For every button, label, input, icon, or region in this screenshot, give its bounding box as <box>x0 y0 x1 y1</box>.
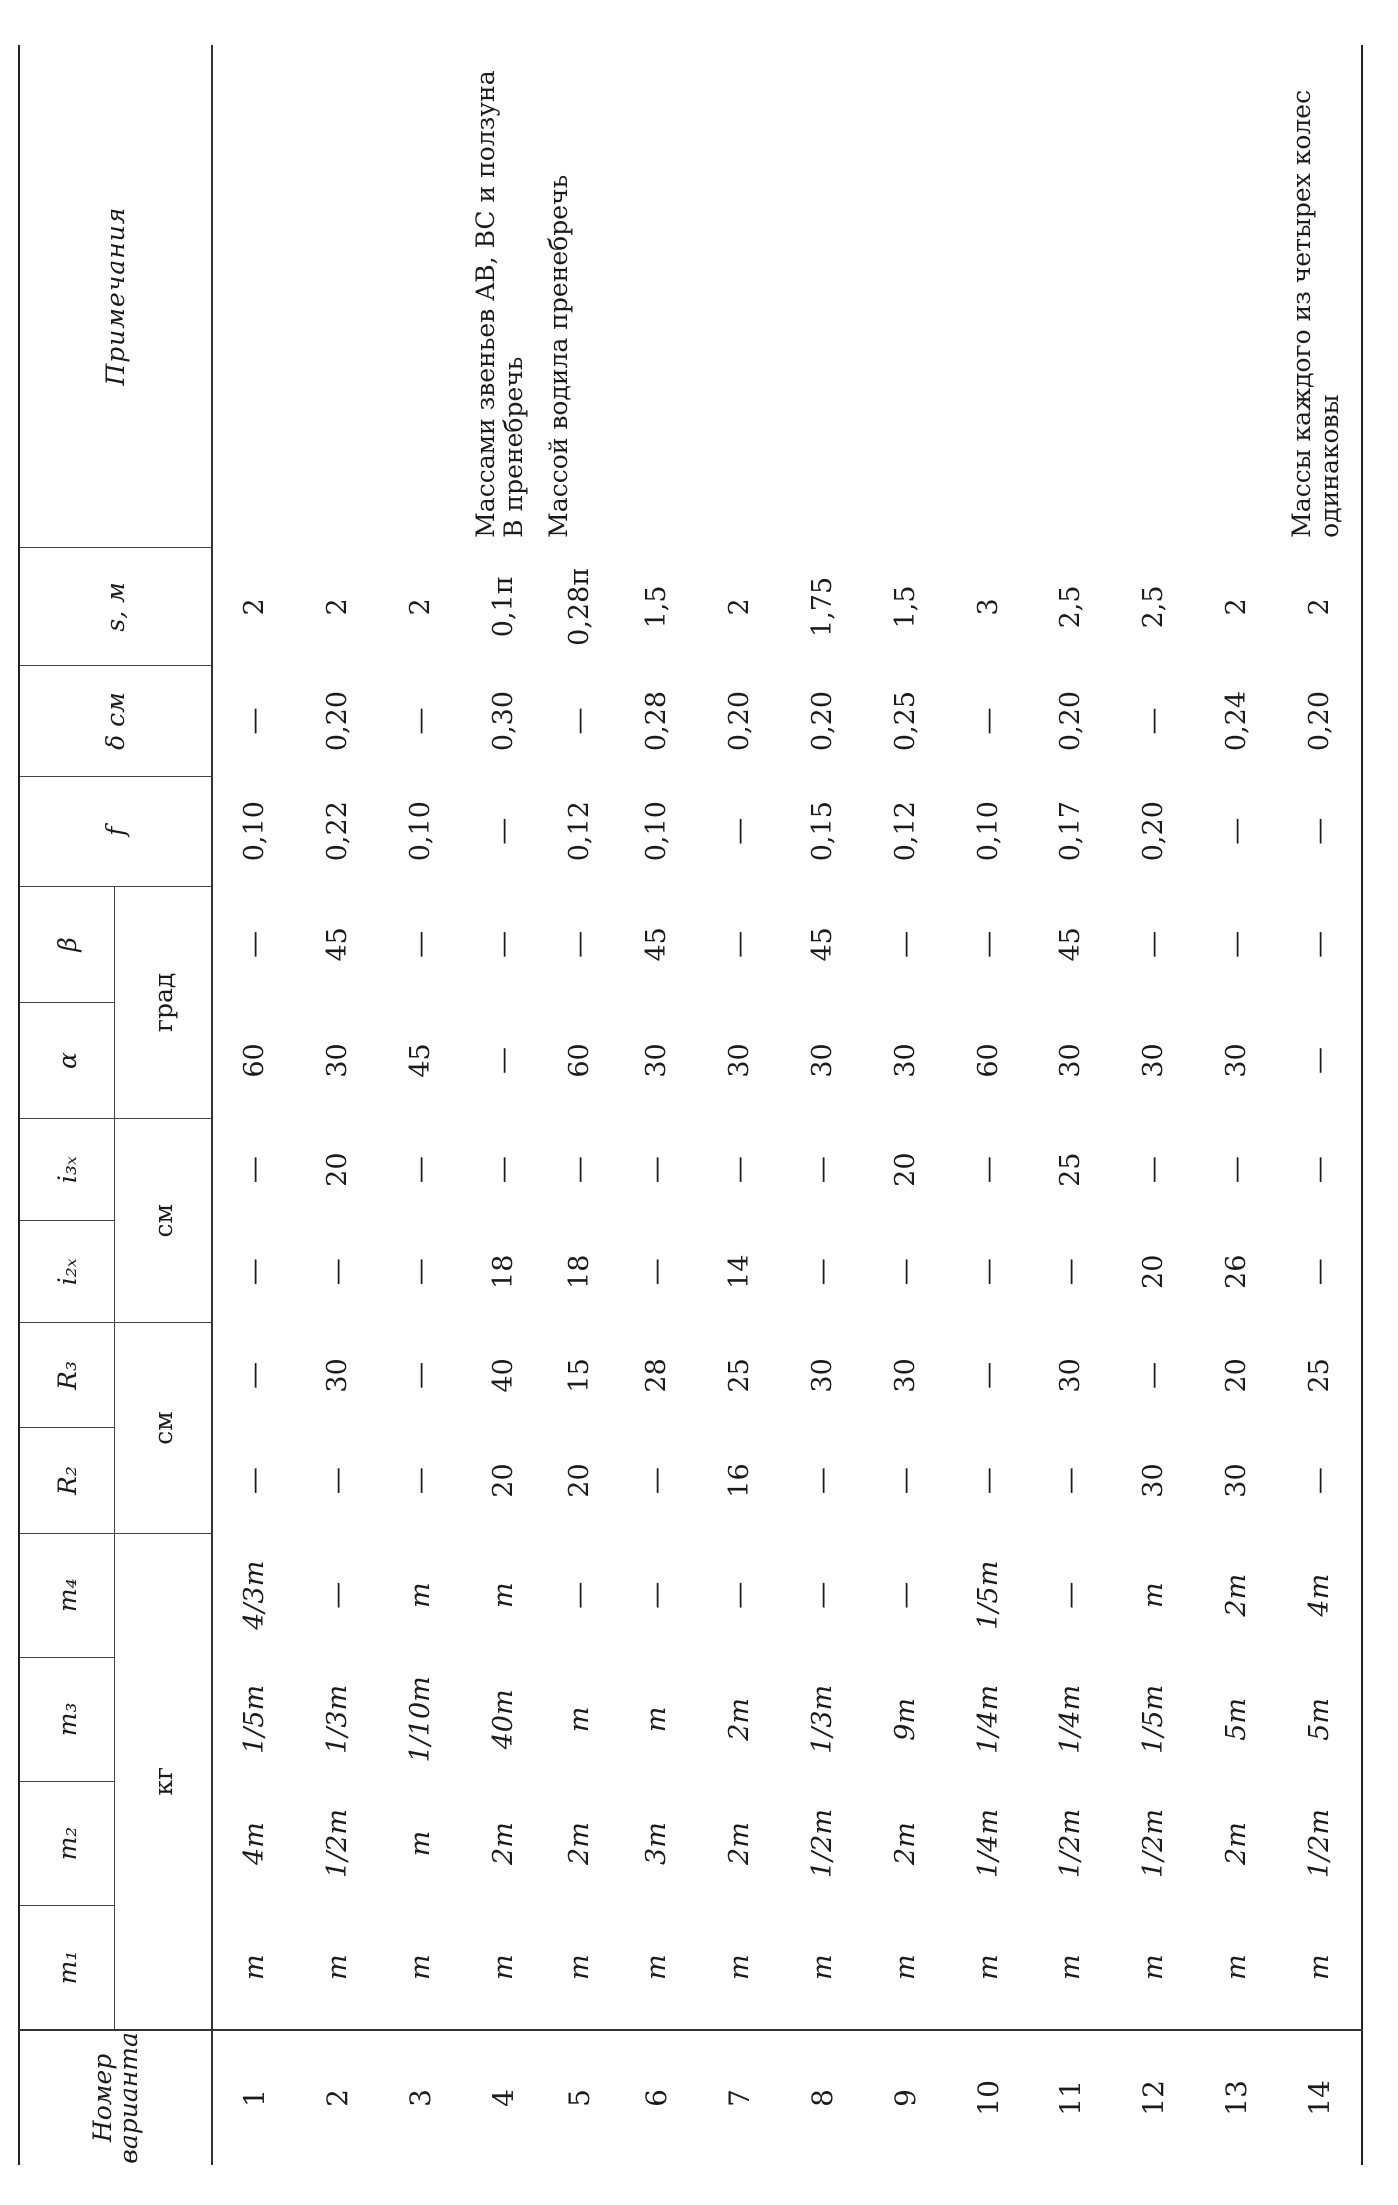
variants-table <box>18 45 1363 2165</box>
cell-i2x: — <box>239 1258 270 1286</box>
cell-note <box>698 45 781 548</box>
cell-i3x: — <box>1303 1156 1335 1184</box>
table-row <box>1029 45 1112 2165</box>
cell-r2: — <box>1055 1467 1087 1495</box>
cell-f: — <box>487 817 519 845</box>
cell-r2: — <box>239 1467 270 1495</box>
cell-note <box>296 45 379 548</box>
cell-s: 1,75 <box>806 576 838 637</box>
cell-s: 2 <box>404 598 436 616</box>
cell-beta: — <box>564 930 596 958</box>
cell-r3: 30 <box>806 1358 838 1393</box>
header-f: f <box>19 776 212 886</box>
cell-i3x: 20 <box>889 1152 921 1187</box>
variant-number: 10 <box>947 2030 1030 2165</box>
cell-delta: 0,20 <box>1055 690 1087 752</box>
header-s: s, м <box>19 548 212 666</box>
cell-beta: — <box>1303 930 1335 958</box>
cell-alpha: 30 <box>321 1043 353 1078</box>
cell-m1: m <box>889 1954 921 1981</box>
cell-f: 0,10 <box>972 801 1004 862</box>
cell-m1: m <box>1303 1954 1335 1981</box>
table-row <box>698 45 781 2165</box>
cell-alpha: 60 <box>972 1043 1004 1078</box>
cell-r3: — <box>404 1361 436 1389</box>
cell-m4: — <box>889 1581 921 1609</box>
cell-f: 0,20 <box>1138 801 1170 862</box>
table-row <box>212 45 296 2165</box>
cell-alpha: 45 <box>404 1043 436 1078</box>
unit-grad: град <box>115 886 213 1118</box>
table-row <box>781 45 864 2165</box>
cell-alpha: 30 <box>724 1043 756 1078</box>
cell-m1: m <box>1055 1954 1087 1981</box>
cell-delta: 0,30 <box>487 690 519 752</box>
cell-m4: 4/3m <box>239 1560 270 1630</box>
cell-m2: 2m <box>1221 1822 1253 1865</box>
cell-alpha: 30 <box>889 1043 921 1078</box>
cell-delta: 0,20 <box>321 690 353 752</box>
cell-beta: 45 <box>806 927 838 962</box>
cell-m3: m <box>641 1706 673 1733</box>
cell-r2: 20 <box>487 1463 519 1498</box>
cell-f: — <box>1221 817 1253 845</box>
variant-number: 14 <box>1278 2030 1362 2165</box>
header-r2: R₂ <box>19 1428 115 1533</box>
table-row <box>1195 45 1278 2165</box>
cell-f: 0,10 <box>641 801 673 862</box>
header-variant: Номер варианта <box>19 2030 212 2165</box>
cell-s: 0,1π <box>487 576 519 638</box>
cell-beta: — <box>404 930 436 958</box>
cell-i3x: — <box>487 1156 519 1184</box>
cell-s: 2 <box>724 598 756 616</box>
cell-delta: — <box>239 707 270 735</box>
cell-r2: — <box>641 1467 673 1495</box>
cell-r3: — <box>972 1361 1004 1389</box>
cell-f: 0,15 <box>806 801 838 862</box>
cell-m2: 4m <box>239 1822 270 1865</box>
cell-note <box>781 45 864 548</box>
cell-f: 0,12 <box>889 801 921 862</box>
cell-m2: 2m <box>487 1822 519 1865</box>
cell-m2: 1/2m <box>1303 1809 1335 1879</box>
cell-i2x: 18 <box>564 1254 596 1289</box>
cell-i2x: — <box>404 1258 436 1286</box>
cell-delta: 0,20 <box>806 690 838 752</box>
cell-m3: 1/5m <box>239 1684 270 1754</box>
cell-i2x: — <box>806 1258 838 1286</box>
header-r3: R₃ <box>19 1323 115 1428</box>
header-i3x: i₃ₓ <box>19 1119 115 1221</box>
cell-note <box>615 45 698 548</box>
cell-m1: m <box>806 1954 838 1981</box>
table-row <box>462 45 545 2165</box>
cell-note <box>864 45 947 548</box>
cell-m1: m <box>404 1954 436 1981</box>
cell-r2: — <box>889 1467 921 1495</box>
cell-s: 1,5 <box>641 585 673 629</box>
table-row <box>1112 45 1195 2165</box>
cell-m2: 1/2m <box>806 1809 838 1879</box>
cell-note: Массы каждого из четырех колес одинаковы <box>1286 89 1344 538</box>
cell-f: 0,12 <box>564 801 596 862</box>
cell-beta: — <box>1221 930 1253 958</box>
cell-m2: 1/2m <box>1055 1809 1087 1879</box>
cell-s: 0,28π <box>564 567 596 646</box>
cell-m2: 1/2m <box>1138 1809 1170 1879</box>
cell-f: 0,22 <box>321 801 353 862</box>
header-m4: m₄ <box>19 1533 115 1657</box>
cell-f: 0,10 <box>239 801 270 862</box>
cell-f: 0,17 <box>1055 801 1087 862</box>
cell-r2: 16 <box>724 1463 756 1498</box>
cell-beta: 45 <box>1055 927 1087 962</box>
cell-r3: 30 <box>889 1358 921 1393</box>
cell-m2: 2m <box>564 1822 596 1865</box>
cell-beta: — <box>239 930 270 958</box>
header-m2: m₂ <box>19 1781 115 1905</box>
cell-s: 3 <box>972 598 1004 616</box>
cell-m1: m <box>239 1954 270 1981</box>
cell-m4: — <box>641 1581 673 1609</box>
cell-note <box>947 45 1030 548</box>
header-m3: m₃ <box>19 1657 115 1781</box>
cell-alpha: 30 <box>1138 1043 1170 1078</box>
cell-i3x: — <box>1138 1156 1170 1184</box>
cell-m3: 40m <box>487 1689 519 1750</box>
cell-delta: — <box>972 707 1004 735</box>
cell-r2: 20 <box>564 1463 596 1498</box>
cell-s: 1,5 <box>889 585 921 629</box>
cell-i2x: — <box>641 1258 673 1286</box>
cell-beta: — <box>724 930 756 958</box>
variant-number: 9 <box>864 2030 947 2165</box>
cell-i3x: — <box>641 1156 673 1184</box>
cell-m1: m <box>564 1954 596 1981</box>
cell-delta: — <box>404 707 436 735</box>
cell-i2x: 26 <box>1221 1254 1253 1289</box>
cell-r2: — <box>806 1467 838 1495</box>
variant-number: 8 <box>781 2030 864 2165</box>
cell-r3: — <box>1138 1361 1170 1389</box>
cell-m2: 2m <box>724 1822 756 1865</box>
cell-i3x: — <box>806 1156 838 1184</box>
cell-note <box>1112 45 1195 548</box>
cell-m3: 1/4m <box>1055 1684 1087 1754</box>
cell-r3: 25 <box>724 1358 756 1393</box>
header-i2x: i₂ₓ <box>19 1221 115 1323</box>
cell-m2: 1/4m <box>972 1809 1004 1879</box>
cell-m4: — <box>564 1581 596 1609</box>
cell-m3: 1/4m <box>972 1684 1004 1754</box>
cell-s: 2 <box>1221 598 1253 616</box>
cell-note <box>212 45 296 548</box>
cell-m2: 2m <box>889 1822 921 1865</box>
cell-delta: 0,28 <box>641 690 673 752</box>
cell-i3x: — <box>724 1156 756 1184</box>
cell-beta: — <box>487 930 519 958</box>
variant-number: 13 <box>1195 2030 1278 2165</box>
cell-s: 2,5 <box>1055 585 1087 629</box>
cell-r3: 40 <box>487 1358 519 1393</box>
unit-kg: кг <box>115 1533 213 2030</box>
cell-i2x: 20 <box>1138 1254 1170 1289</box>
cell-m4: — <box>806 1581 838 1609</box>
cell-note <box>1195 45 1278 548</box>
table-row <box>545 45 616 2165</box>
header-delta: δ см <box>19 666 212 776</box>
cell-note <box>379 45 462 548</box>
cell-i3x: — <box>972 1156 1004 1184</box>
cell-alpha: — <box>487 1046 519 1074</box>
cell-alpha: 60 <box>564 1043 596 1078</box>
cell-m3: 9m <box>889 1698 921 1741</box>
cell-m1: m <box>1138 1954 1170 1981</box>
cell-s: 2 <box>1303 598 1335 616</box>
cell-r3: 30 <box>1055 1358 1087 1393</box>
cell-i3x: — <box>239 1156 270 1184</box>
variant-number: 12 <box>1112 2030 1195 2165</box>
cell-m1: m <box>724 1954 756 1981</box>
cell-alpha: 30 <box>1055 1043 1087 1078</box>
table-row <box>1278 45 1362 2165</box>
table-row <box>379 45 462 2165</box>
cell-beta: — <box>972 930 1004 958</box>
cell-f: — <box>1303 817 1335 845</box>
cell-m4: m <box>404 1582 436 1609</box>
cell-s: 2,5 <box>1138 585 1170 629</box>
cell-r3: 30 <box>321 1358 353 1393</box>
cell-f: — <box>724 817 756 845</box>
cell-alpha: — <box>1303 1046 1335 1074</box>
cell-m1: m <box>972 1954 1004 1981</box>
cell-m2: m <box>404 1830 436 1857</box>
cell-m3: 2m <box>724 1698 756 1741</box>
cell-r2: — <box>972 1467 1004 1495</box>
cell-i2x: — <box>889 1258 921 1286</box>
header-m1: m₁ <box>52 1950 82 1985</box>
cell-beta: — <box>889 930 921 958</box>
table-row <box>864 45 947 2165</box>
cell-m2: 3m <box>641 1822 673 1865</box>
cell-i3x: — <box>564 1156 596 1184</box>
cell-i2x: 18 <box>487 1254 519 1289</box>
cell-r2: — <box>404 1467 436 1495</box>
cell-delta: 0,25 <box>889 690 921 752</box>
cell-beta: 45 <box>641 927 673 962</box>
cell-note <box>1029 45 1112 548</box>
variant-number: 11 <box>1029 2030 1112 2165</box>
cell-m3: 1/10m <box>404 1676 436 1763</box>
header-beta: β <box>19 886 115 1002</box>
cell-f: 0,10 <box>404 801 436 862</box>
cell-alpha: 30 <box>641 1043 673 1078</box>
cell-alpha: 30 <box>806 1043 838 1078</box>
cell-m4: m <box>1138 1582 1170 1609</box>
cell-m1: m <box>1221 1954 1253 1981</box>
variant-number: 2 <box>296 2030 379 2165</box>
cell-alpha: 60 <box>239 1043 270 1078</box>
unit-cm-inertia: см <box>115 1119 213 1323</box>
cell-beta: 45 <box>321 927 353 962</box>
cell-i2x: — <box>1055 1258 1087 1286</box>
cell-m1: m <box>321 1954 353 1981</box>
cell-m3: 5m <box>1221 1698 1253 1741</box>
cell-delta: 0,20 <box>724 690 756 752</box>
cell-r2: — <box>321 1467 353 1495</box>
cell-m1: m <box>641 1954 673 1981</box>
table-row <box>296 45 379 2165</box>
cell-i3x: — <box>404 1156 436 1184</box>
cell-m3: 1/3m <box>806 1684 838 1754</box>
cell-r3: 28 <box>641 1358 673 1393</box>
variant-number: 4 <box>462 2030 545 2165</box>
cell-m3: 1/3m <box>321 1684 353 1754</box>
cell-m3: m <box>564 1706 596 1733</box>
cell-r3: — <box>239 1361 270 1389</box>
table-row <box>947 45 1030 2165</box>
cell-m3: 1/5m <box>1138 1684 1170 1754</box>
cell-m1: m <box>487 1954 519 1981</box>
cell-delta: — <box>1138 707 1170 735</box>
table-body <box>212 45 1362 2165</box>
cell-i2x: — <box>321 1258 353 1286</box>
cell-m4: — <box>724 1581 756 1609</box>
cell-note: Массой водила пренебречь <box>543 174 573 538</box>
cell-alpha: 30 <box>1221 1043 1253 1078</box>
cell-i3x: 25 <box>1055 1152 1087 1187</box>
variant-number: 1 <box>212 2030 296 2165</box>
cell-r3: 15 <box>564 1358 596 1393</box>
cell-r3: 20 <box>1221 1358 1253 1393</box>
cell-m2: 1/2m <box>321 1809 353 1879</box>
cell-delta: 0,24 <box>1221 690 1253 752</box>
cell-m3: 5m <box>1303 1698 1335 1741</box>
cell-i3x: — <box>1221 1156 1253 1184</box>
cell-delta: 0,20 <box>1303 690 1335 752</box>
cell-s: 2 <box>239 598 270 616</box>
variant-number: 5 <box>545 2030 616 2165</box>
cell-r2: 30 <box>1221 1463 1253 1498</box>
cell-i2x: — <box>1303 1258 1335 1286</box>
header-alpha: α <box>19 1002 115 1118</box>
table-row <box>615 45 698 2165</box>
cell-beta: — <box>1138 930 1170 958</box>
cell-m4: 4m <box>1303 1573 1335 1617</box>
cell-m4: — <box>1055 1581 1087 1609</box>
cell-s: 2 <box>321 598 353 616</box>
cell-r2: 30 <box>1138 1463 1170 1498</box>
cell-m4: — <box>321 1581 353 1609</box>
cell-m4: 1/5m <box>972 1560 1004 1630</box>
cell-m4: 2m <box>1221 1573 1253 1617</box>
cell-i3x: 20 <box>321 1152 353 1187</box>
cell-i2x: — <box>972 1258 1004 1286</box>
variant-number: 6 <box>615 2030 698 2165</box>
variant-number: 3 <box>379 2030 462 2165</box>
cell-note: Массами звеньев AB, BC и ползуна B пренебречь <box>470 70 528 538</box>
cell-i2x: 14 <box>724 1254 756 1289</box>
cell-m4: m <box>487 1582 519 1609</box>
cell-r2: — <box>1303 1467 1335 1495</box>
unit-cm-radius: см <box>115 1323 213 1533</box>
cell-delta: — <box>564 707 596 735</box>
header-notes: Примечания <box>19 45 212 548</box>
variant-number: 7 <box>698 2030 781 2165</box>
cell-r3: 25 <box>1303 1358 1335 1393</box>
